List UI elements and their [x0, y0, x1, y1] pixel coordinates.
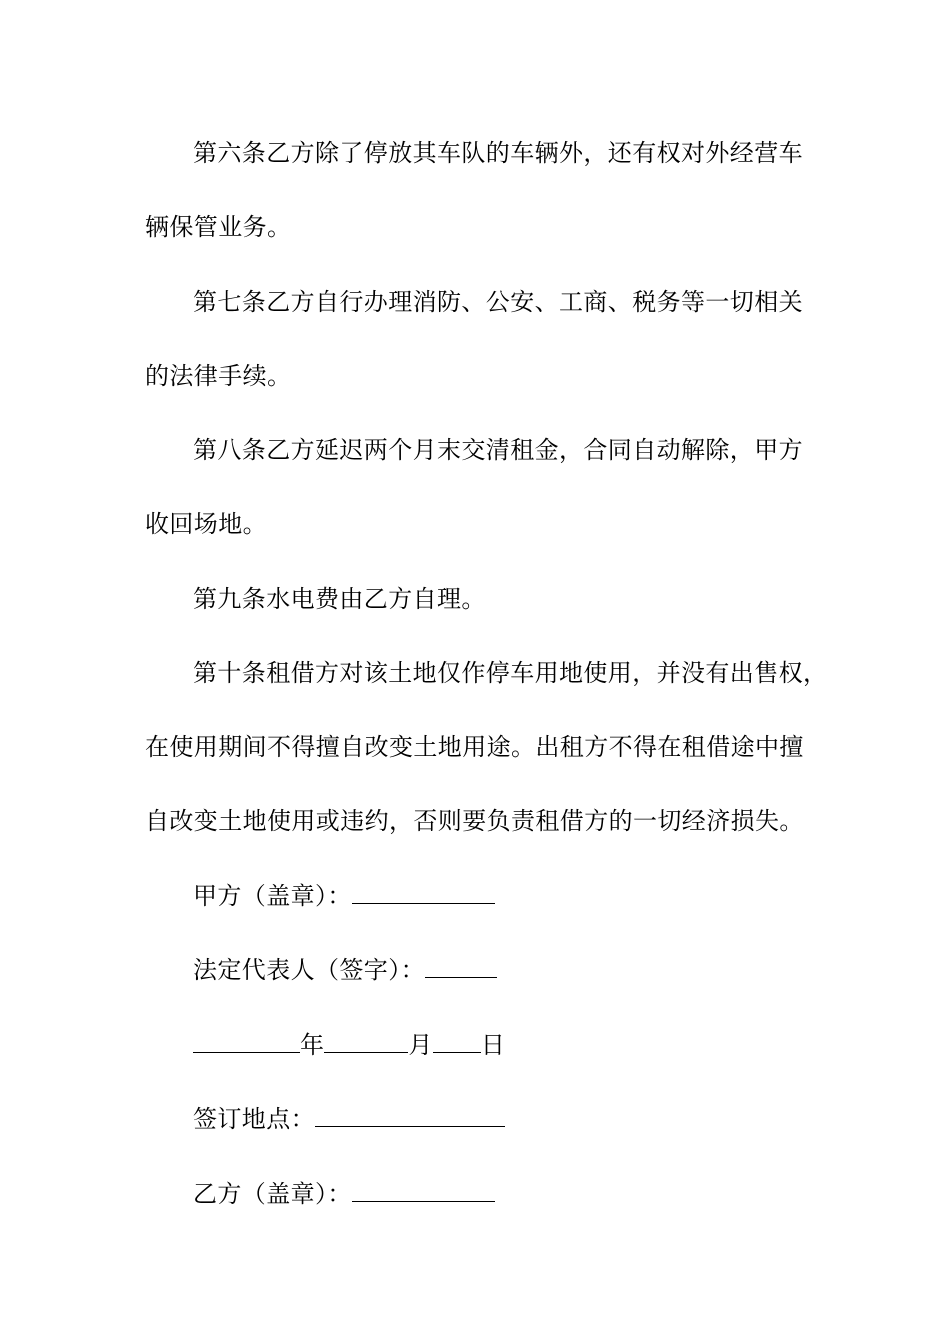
day-label: 日 — [480, 1031, 506, 1059]
party-a-signature-line — [193, 880, 495, 912]
day-blank — [433, 1030, 481, 1053]
article-8-line-2: 收回场地。 — [145, 510, 267, 538]
month-blank — [324, 1030, 408, 1053]
article-10-line-1: 第十条租借方对该土地仅作停车用地使用，并没有出售权， — [193, 659, 828, 687]
year-blank — [193, 1030, 300, 1053]
legal-rep-label: 法定代表人（签字）： — [193, 956, 425, 984]
signing-place-blank — [315, 1104, 505, 1127]
party-a-label: 甲方（盖章）： — [193, 882, 352, 910]
article-6-line-2: 辆保管业务。 — [145, 213, 292, 241]
signing-place-line — [193, 1103, 505, 1135]
article-10-line-2: 在使用期间不得擅自改变土地用途。出租方不得在租借途中擅 — [145, 733, 804, 761]
party-b-signature-line — [193, 1178, 495, 1210]
year-label: 年 — [300, 1031, 325, 1059]
article-7-line-2: 的法律手续。 — [145, 362, 292, 390]
article-7-line-1: 第七条乙方自行办理消防、公安、工商、税务等一切相关 — [193, 288, 803, 316]
article-8-line-1: 第八条乙方延迟两个月末交清租金，合同自动解除，甲方 — [193, 436, 803, 464]
article-6-line-1: 第六条乙方除了停放其车队的车辆外，还有权对外经营车 — [193, 139, 803, 167]
date-line — [193, 1029, 505, 1061]
article-9-line-1: 第九条水电费由乙方自理。 — [193, 585, 486, 613]
legal-rep-blank — [425, 955, 497, 978]
party-b-label: 乙方（盖章）： — [193, 1180, 352, 1208]
party-b-blank — [352, 1179, 495, 1202]
article-10-line-3: 自改变土地使用或违约，否则要负责租借方的一切经济损失。 — [145, 807, 804, 835]
party-a-blank — [352, 881, 495, 904]
month-label: 月 — [408, 1031, 433, 1059]
signing-place-label: 签订地点： — [193, 1105, 315, 1133]
legal-rep-signature-line — [193, 954, 497, 986]
